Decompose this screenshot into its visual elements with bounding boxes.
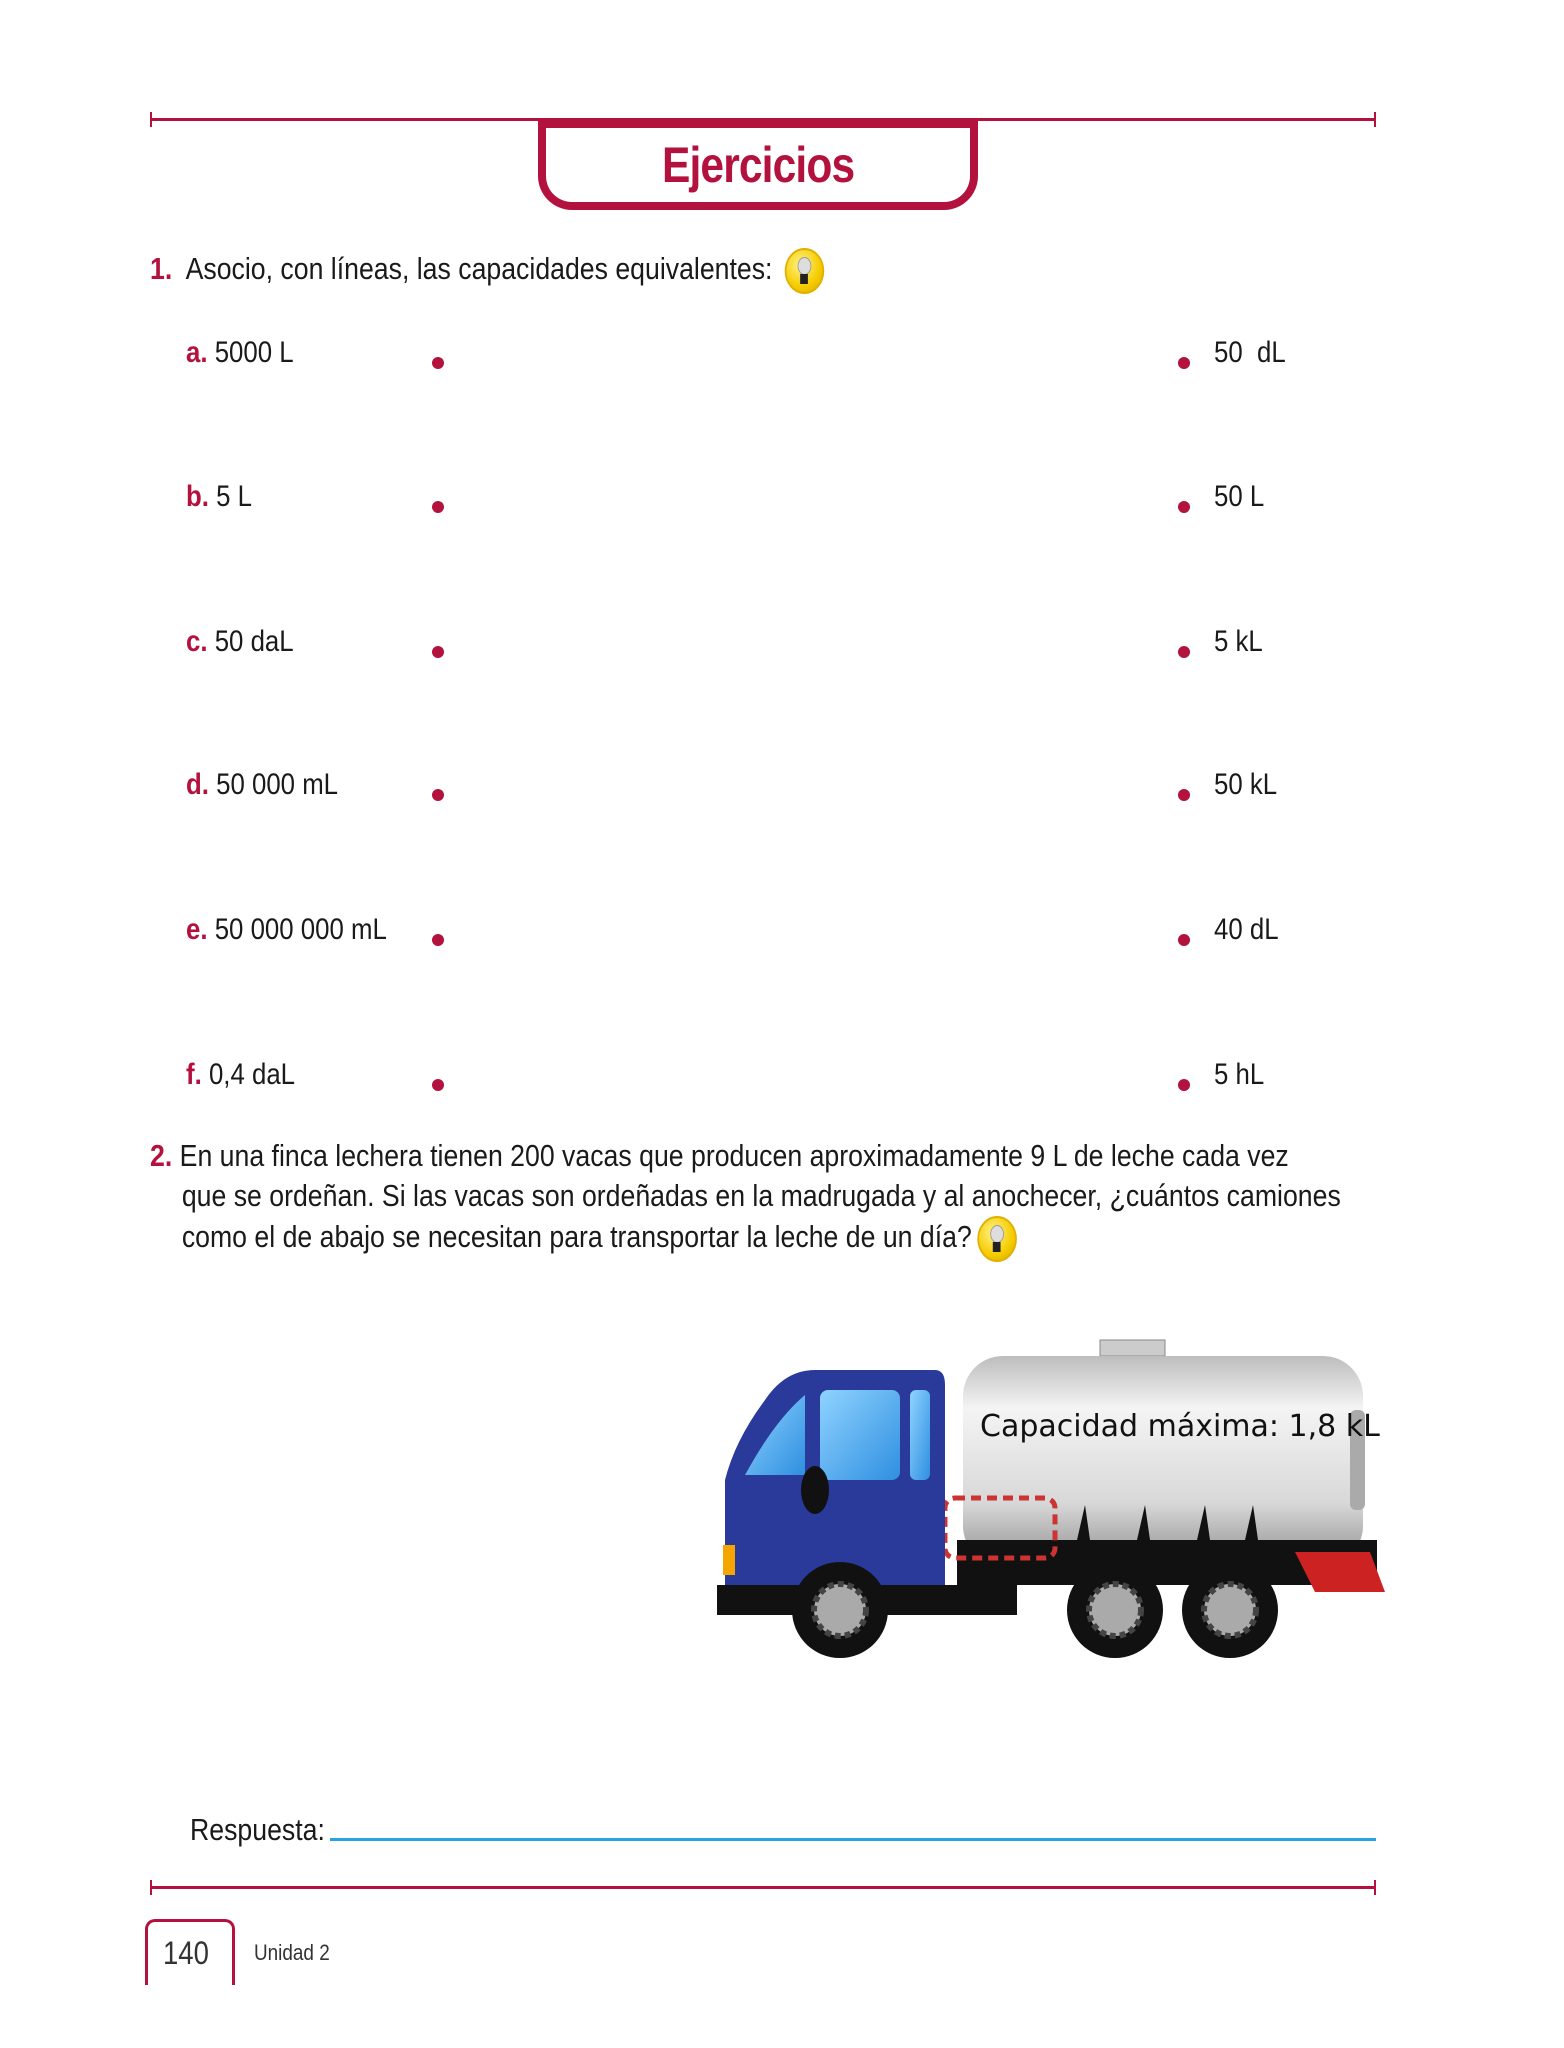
right-match-dot[interactable] (1178, 357, 1190, 369)
wheel (1182, 1562, 1278, 1658)
left-item (186, 336, 294, 370)
wheel (792, 1562, 888, 1658)
item-letter: b. (186, 480, 209, 513)
right-match-dot[interactable] (1178, 934, 1190, 946)
right-match-dot[interactable] (1178, 1079, 1190, 1091)
question-text: Asocio, con líneas, las capacidades equivalentes: (185, 251, 773, 287)
right-item: 50 L (1214, 480, 1265, 513)
item-letter: d. (186, 768, 209, 801)
right-match-dot[interactable] (1178, 501, 1190, 513)
item-value: 50 000 mL (216, 768, 339, 801)
section-title: Ejercicios (661, 137, 855, 193)
right-match-dot[interactable] (1178, 646, 1190, 658)
answer-line[interactable] (330, 1838, 1376, 1841)
left-match-dot[interactable] (432, 789, 444, 801)
lightbulb-icon (977, 1216, 1017, 1262)
right-match-dot[interactable] (1178, 789, 1190, 801)
item-value: 50 daL (214, 625, 294, 658)
right-item: 50 dL (1214, 336, 1286, 369)
section-title-tab (538, 118, 978, 210)
unit-label: Unidad 2 (254, 1940, 330, 1965)
wheel (1067, 1562, 1163, 1658)
right-item: 40 dL (1214, 913, 1279, 946)
question-text-line: que se ordeñan. Si las vacas son ordeñadas en la madrugada y al anochecer, ¿cuántos camiones (181, 1178, 1341, 1213)
question-text-line: En una finca lechera tienen 200 vacas que producen aproximadamente 9 L de leche cada vez (179, 1138, 1289, 1173)
left-item (186, 1058, 295, 1092)
item-value: 50 000 000 mL (214, 913, 387, 946)
bottom-rule (150, 1886, 1376, 1889)
left-match-dot[interactable] (432, 501, 444, 513)
page-number-text: 140 (163, 1935, 210, 1971)
item-value: 5000 L (214, 336, 294, 369)
left-item (186, 768, 338, 802)
question-text-line: como el de abajo se necesitan para transportar la leche de un día? (181, 1219, 972, 1255)
left-match-dot[interactable] (432, 1079, 444, 1091)
question-number: 2. (150, 1138, 173, 1173)
left-match-dot[interactable] (432, 357, 444, 369)
right-item: 50 kL (1214, 768, 1278, 801)
item-letter: f. (186, 1058, 202, 1091)
lightbulb-icon (785, 248, 825, 294)
tanker-truck-image (705, 1330, 1385, 1660)
item-letter: a. (186, 336, 208, 369)
page-number (145, 1919, 235, 1985)
item-value: 0,4 daL (208, 1058, 296, 1091)
item-value: 5 L (216, 480, 252, 513)
question-1 (150, 248, 825, 294)
truck-capacity-label: Capacidad máxima: 1,8 kL (980, 1409, 1380, 1444)
question-2 (150, 1136, 1564, 1262)
item-letter: e. (186, 913, 208, 946)
left-item (186, 913, 387, 947)
left-item (186, 625, 294, 659)
question-number: 1. (150, 251, 173, 287)
right-item: 5 kL (1214, 625, 1263, 658)
left-match-dot[interactable] (432, 934, 444, 946)
left-item (186, 480, 252, 514)
item-letter: c. (186, 625, 208, 658)
right-item: 5 hL (1214, 1058, 1265, 1091)
answer-label: Respuesta: (190, 1812, 325, 1847)
left-match-dot[interactable] (432, 646, 444, 658)
